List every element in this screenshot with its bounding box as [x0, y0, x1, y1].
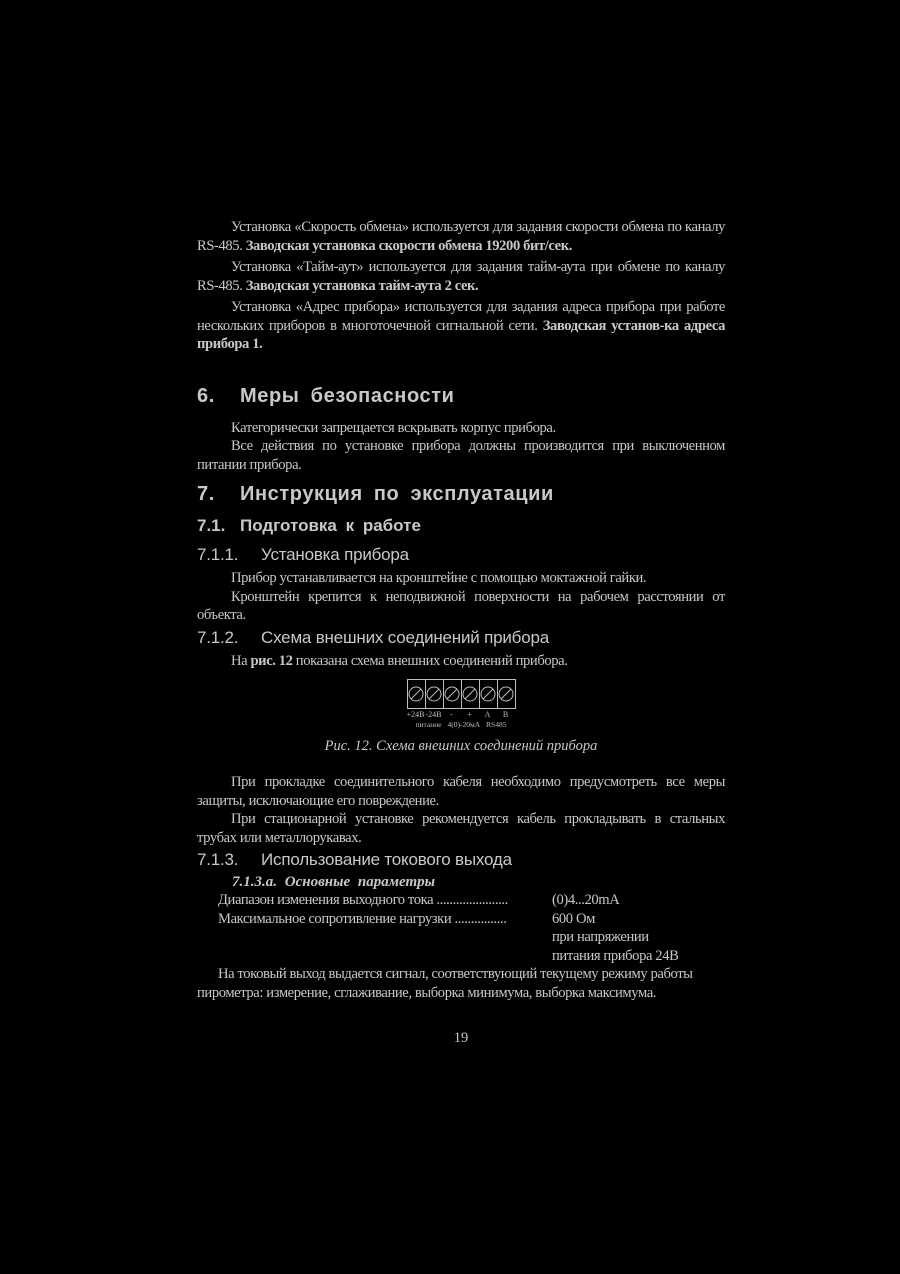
- terminal-groups: [407, 720, 516, 729]
- param-value: 600 Ом: [552, 910, 595, 927]
- section-6-heading: 6. Меры безопасности: [197, 384, 455, 407]
- param-row-max-load: [197, 910, 725, 929]
- screw-icon: [408, 686, 424, 702]
- group-current-label: 4(0)-20мА: [447, 720, 481, 729]
- paragraph-timeout: Установка «Тайм-аут» используется для задания тайм-аута при обмене по каналу RS-485. Заводская установка тайм-аута 2 сек.: [197, 259, 725, 294]
- terminal-label: B: [502, 710, 509, 719]
- terminal-screw-6: [498, 680, 515, 708]
- param-note: питания прибора 24В: [552, 947, 679, 964]
- safety-paragraph-2: Все действия по установке прибора должны производится при выключенном питании прибора.: [197, 438, 725, 473]
- section-7-1-1-heading: 7.1.1. Установка прибора: [197, 545, 409, 564]
- figure-caption: Рис. 12. Схема внешних соединений прибора: [324, 738, 598, 754]
- terminal-block: [407, 679, 516, 729]
- section-7-heading: 7. Инструкция по эксплуатации: [197, 483, 554, 505]
- document-page: [197, 218, 725, 1002]
- cable-paragraph-1: При прокладке соединительного кабеля необходимо предусмотреть все меры защиты, исключающие его повреждение.: [197, 774, 725, 809]
- section-7-1-3-heading: 7.1.3. Использование токового выхода: [197, 850, 512, 869]
- connections-intro-paragraph: На рис. 12 показана схема внешних соединений прибора.: [231, 652, 568, 669]
- terminal-label: -: [450, 710, 453, 719]
- terminal-screw-1: [408, 680, 426, 708]
- terminal-screw-3: [444, 680, 462, 708]
- section-7-1-heading: 7.1. Подготовка к работе: [197, 516, 421, 535]
- screw-icon: [480, 686, 496, 702]
- install-paragraph-2: Кронштейн крепится к неподвижной поверхности на рабочем расстоянии от объекта.: [197, 588, 725, 623]
- param-note-row-2: [197, 947, 725, 966]
- terminal-screw-4: [462, 680, 480, 708]
- terminal-label: +: [467, 710, 472, 719]
- terminal-label: A: [484, 710, 491, 719]
- install-paragraph-1: Прибор устанавливается на кронштейне с помощью моктажной гайки.: [231, 570, 647, 586]
- section-7-1-3a-heading: 7.1.3.а. Основные параметры: [232, 874, 436, 890]
- current-output-paragraph: На токовый выход выдается сигнал, соответствующий текущему режиму работы пирометра: измерение, сглаживание, выборка минимума, выборка максимума.: [197, 966, 693, 1001]
- section-7-1-2-heading: 7.1.2. Схема внешних соединений прибора: [197, 627, 549, 647]
- param-row-current-range: [197, 891, 725, 910]
- paragraph-device-address: Установка «Адрес прибора» используется для задания адреса прибора при работе нескольких приборов в многоточечной сигнальной сети. Заводская установ-ка адреса прибора 1.: [197, 299, 725, 352]
- screw-icon: [426, 686, 442, 702]
- page-number: 19: [453, 1030, 469, 1046]
- param-value: (0)4...20mA: [552, 892, 620, 908]
- param-name: Максимальное сопротивление нагрузки ................: [218, 910, 507, 927]
- connection-diagram: [197, 679, 725, 732]
- terminal-screw-2: [426, 680, 444, 708]
- terminal-label: +24В: [406, 710, 425, 719]
- screw-icon: [462, 686, 478, 702]
- group-rs485-label: RS485: [486, 720, 507, 729]
- screw-icon: [498, 686, 514, 702]
- terminal-row: [407, 679, 516, 709]
- param-name: Диапазон изменения выходного тока ......................: [218, 892, 508, 908]
- terminal-labels: [407, 710, 516, 720]
- cable-paragraph-2: При стационарной установке рекомендуется кабель прокладывать в стальных трубах или металлорукавах.: [197, 811, 725, 846]
- param-note: при напряжении: [552, 929, 649, 945]
- paragraph-baud-rate: Установка «Скорость обмена» используется для задания скорости обмена по каналу RS-485. Заводская установка скорости обмена 19200 бит/сек.: [197, 219, 725, 254]
- param-note-row-1: [197, 928, 725, 947]
- group-power-label: питание: [415, 720, 442, 729]
- terminal-label: -24В: [425, 710, 442, 719]
- screw-icon: [444, 686, 460, 702]
- safety-paragraph-1: Категорически запрещается вскрывать корпус прибора.: [231, 419, 556, 436]
- terminal-screw-5: [480, 680, 498, 708]
